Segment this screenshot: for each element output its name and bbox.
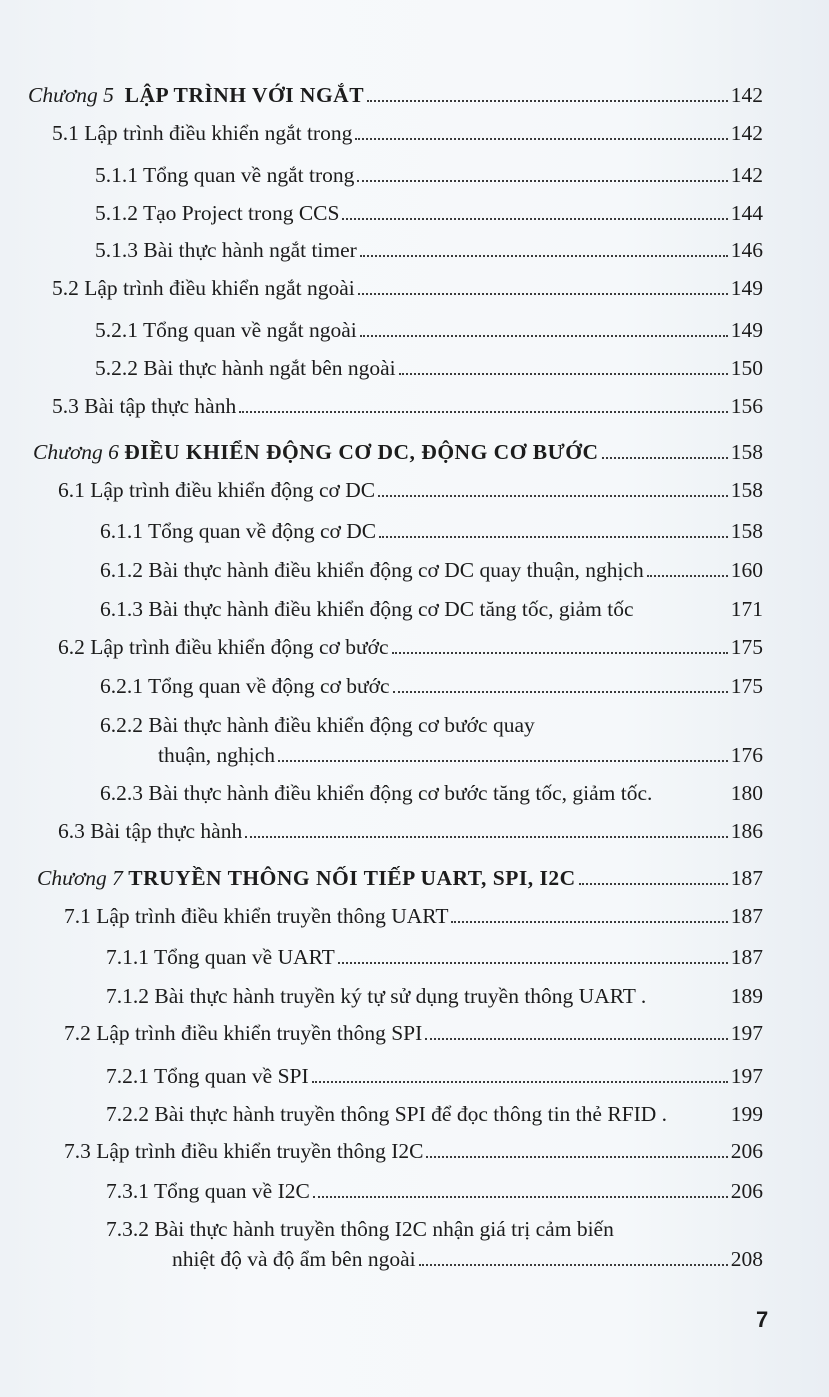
page-ref: 175 <box>730 674 763 698</box>
entry-label: 6.2.2 Bài thực hành điều khiển động cơ bước quay <box>100 713 535 737</box>
entry-label: 7.1 Lập trình điều khiển truyền thông UART <box>64 904 449 928</box>
dot-leader <box>338 962 728 964</box>
toc-section-5-1[interactable] <box>52 120 763 146</box>
toc-section-7-3[interactable] <box>64 1138 763 1164</box>
page-ref: 197 <box>730 1064 763 1088</box>
entry-label: 6.1.2 Bài thực hành điều khiển động cơ DC quay thuận, nghịch <box>100 558 644 582</box>
entry-label: 5.2.1 Tổng quan về ngắt ngoài <box>95 318 357 342</box>
toc-subsection-5-2-1[interactable] <box>95 317 763 343</box>
toc-subsection-7-3-2-first-line[interactable] <box>106 1216 614 1242</box>
toc-section-5-2[interactable] <box>52 275 763 301</box>
toc-subsection-6-2-2[interactable] <box>158 742 763 768</box>
dot-leader <box>426 1156 727 1158</box>
entry-label: 7.3.1 Tổng quan về I2C <box>106 1179 310 1203</box>
entry-label: 5.1.3 Bài thực hành ngắt timer <box>95 238 357 262</box>
page-ref: 189 <box>730 984 763 1008</box>
toc-subsection-5-1-1[interactable] <box>95 162 763 188</box>
page-ref: 187 <box>730 945 763 969</box>
entry-label: 7.2 Lập trình điều khiển truyền thông SPI <box>64 1021 423 1045</box>
chapter-word: Chương 6 <box>33 440 119 464</box>
toc-section-6-1[interactable] <box>58 477 763 503</box>
page-ref: 176 <box>730 743 763 767</box>
entry-label: 6.2.3 Bài thực hành điều khiển động cơ bước tăng tốc, giảm tốc. <box>100 781 653 805</box>
page-ref: 158 <box>730 519 763 543</box>
dot-leader <box>419 1264 728 1266</box>
dot-leader <box>360 335 728 337</box>
entry-label: 5.1 Lập trình điều khiển ngắt trong <box>52 121 353 145</box>
toc-subsection-6-2-3[interactable] <box>100 780 763 806</box>
entry-label: 5.2 Lập trình điều khiển ngắt ngoài <box>52 276 355 300</box>
toc-subsection-6-2-2-first-line[interactable] <box>100 712 535 738</box>
entry-label: 6.2.1 Tổng quan về động cơ bước <box>100 674 390 698</box>
entry-label: 7.3 Lập trình điều khiển truyền thông I2C <box>64 1139 424 1163</box>
entry-label: 6.1.1 Tổng quan về động cơ DC <box>100 519 377 543</box>
entry-continuation: nhiệt độ và độ ẩm bên ngoài <box>172 1247 416 1271</box>
toc-subsection-6-1-2[interactable] <box>100 557 763 583</box>
page-ref: 206 <box>730 1179 763 1203</box>
toc-chapter-6[interactable] <box>33 439 763 465</box>
dot-leader <box>367 100 728 102</box>
page-ref: 142 <box>730 163 763 187</box>
dot-leader <box>392 652 728 654</box>
toc-chapter-7[interactable] <box>37 865 763 891</box>
dot-leader <box>278 760 728 762</box>
dot-leader <box>379 536 728 538</box>
dot-leader <box>342 218 727 220</box>
entry-label: 7.2.2 Bài thực hành truyền thông SPI để đọc thông tin thẻ RFID . <box>106 1102 668 1126</box>
dot-leader <box>312 1081 728 1083</box>
dot-leader <box>357 180 727 182</box>
dot-leader <box>602 457 728 459</box>
entry-continuation: thuận, nghịch <box>158 743 276 767</box>
dot-leader <box>245 836 728 838</box>
page-ref: 158 <box>730 478 763 502</box>
toc-subsection-7-2-1[interactable] <box>106 1063 763 1089</box>
page-ref: 187 <box>730 866 763 890</box>
page-ref: 156 <box>730 394 763 418</box>
dot-leader <box>313 1196 728 1198</box>
dot-leader <box>360 255 728 257</box>
toc-subsection-5-2-2[interactable] <box>95 355 763 381</box>
page-ref: 142 <box>730 121 763 145</box>
chapter-word: Chương 7 <box>37 866 123 890</box>
dot-leader <box>378 495 728 497</box>
dot-leader <box>399 373 728 375</box>
toc-subsection-7-1-2[interactable] <box>106 983 763 1009</box>
entry-label: 7.1.1 Tổng quan về UART <box>106 945 335 969</box>
page-ref: 199 <box>730 1102 763 1126</box>
toc-section-7-2[interactable] <box>64 1020 763 1046</box>
toc-section-6-3[interactable] <box>58 818 763 844</box>
toc-section-6-2[interactable] <box>58 634 763 660</box>
chapter-title: LẬP TRÌNH VỚI NGẮT <box>124 83 365 107</box>
dot-leader <box>647 575 728 577</box>
toc-subsection-6-2-1[interactable] <box>100 673 763 699</box>
toc-subsection-7-2-2[interactable] <box>106 1101 763 1127</box>
page-ref: 160 <box>730 558 763 582</box>
toc-subsection-7-1-1[interactable] <box>106 944 763 970</box>
toc-subsection-5-1-3[interactable] <box>95 237 763 263</box>
page-ref: 149 <box>730 276 763 300</box>
page-ref: 197 <box>730 1021 763 1045</box>
page-ref: 144 <box>730 201 763 225</box>
page-ref: 150 <box>730 356 763 380</box>
entry-label: 6.2 Lập trình điều khiển động cơ bước <box>58 635 389 659</box>
entry-label: 7.3.2 Bài thực hành truyền thông I2C nhận giá trị cảm biến <box>106 1217 614 1241</box>
page-ref: 186 <box>730 819 763 843</box>
page-ref: 208 <box>730 1247 763 1271</box>
entry-label: 6.1.3 Bài thực hành điều khiển động cơ DC tăng tốc, giảm tốc <box>100 597 634 621</box>
entry-label: 5.1.1 Tổng quan về ngắt trong <box>95 163 355 187</box>
dot-leader <box>393 691 728 693</box>
toc-section-7-1[interactable] <box>64 903 763 929</box>
toc-chapter-5[interactable] <box>28 82 763 108</box>
page-ref: 146 <box>730 238 763 262</box>
page-ref: 158 <box>730 440 763 464</box>
toc-subsection-6-1-1[interactable] <box>100 518 763 544</box>
chapter-title: TRUYỀN THÔNG NỐI TIẾP UART, SPI, I2C <box>128 866 576 890</box>
dot-leader <box>358 293 728 295</box>
toc-section-5-3[interactable] <box>52 393 763 419</box>
toc-subsection-6-1-3[interactable] <box>100 596 763 622</box>
toc-subsection-7-3-1[interactable] <box>106 1178 763 1204</box>
entry-label: 5.3 Bài tập thực hành <box>52 394 237 418</box>
entry-label: 5.2.2 Bài thực hành ngắt bên ngoài <box>95 356 396 380</box>
page-ref: 175 <box>730 635 763 659</box>
dot-leader <box>451 921 727 923</box>
entry-label: 6.3 Bài tập thực hành <box>58 819 243 843</box>
chapter-title: ĐIỀU KHIỂN ĐỘNG CƠ DC, ĐỘNG CƠ BƯỚC <box>124 440 599 464</box>
page-ref: 149 <box>730 318 763 342</box>
dot-leader <box>355 138 727 140</box>
dot-leader <box>239 411 728 413</box>
page-number: 7 <box>756 1307 769 1332</box>
page-ref: 206 <box>730 1139 763 1163</box>
toc-subsection-7-3-2[interactable] <box>172 1246 763 1272</box>
entry-label: 6.1 Lập trình điều khiển động cơ DC <box>58 478 376 502</box>
entry-label: 7.1.2 Bài thực hành truyền ký tự sử dụng truyền thông UART . <box>106 984 647 1008</box>
toc-subsection-5-1-2[interactable] <box>95 200 763 226</box>
entry-label: 5.1.2 Tạo Project trong CCS <box>95 201 340 225</box>
chapter-word: Chương 5 <box>28 83 114 107</box>
entry-label: 7.2.1 Tổng quan về SPI <box>106 1064 309 1088</box>
page-ref: 180 <box>730 781 763 805</box>
page-ref: 187 <box>730 904 763 928</box>
page-ref: 142 <box>730 83 763 107</box>
dot-leader <box>579 883 728 885</box>
page-ref: 171 <box>730 597 763 621</box>
dot-leader <box>425 1038 727 1040</box>
